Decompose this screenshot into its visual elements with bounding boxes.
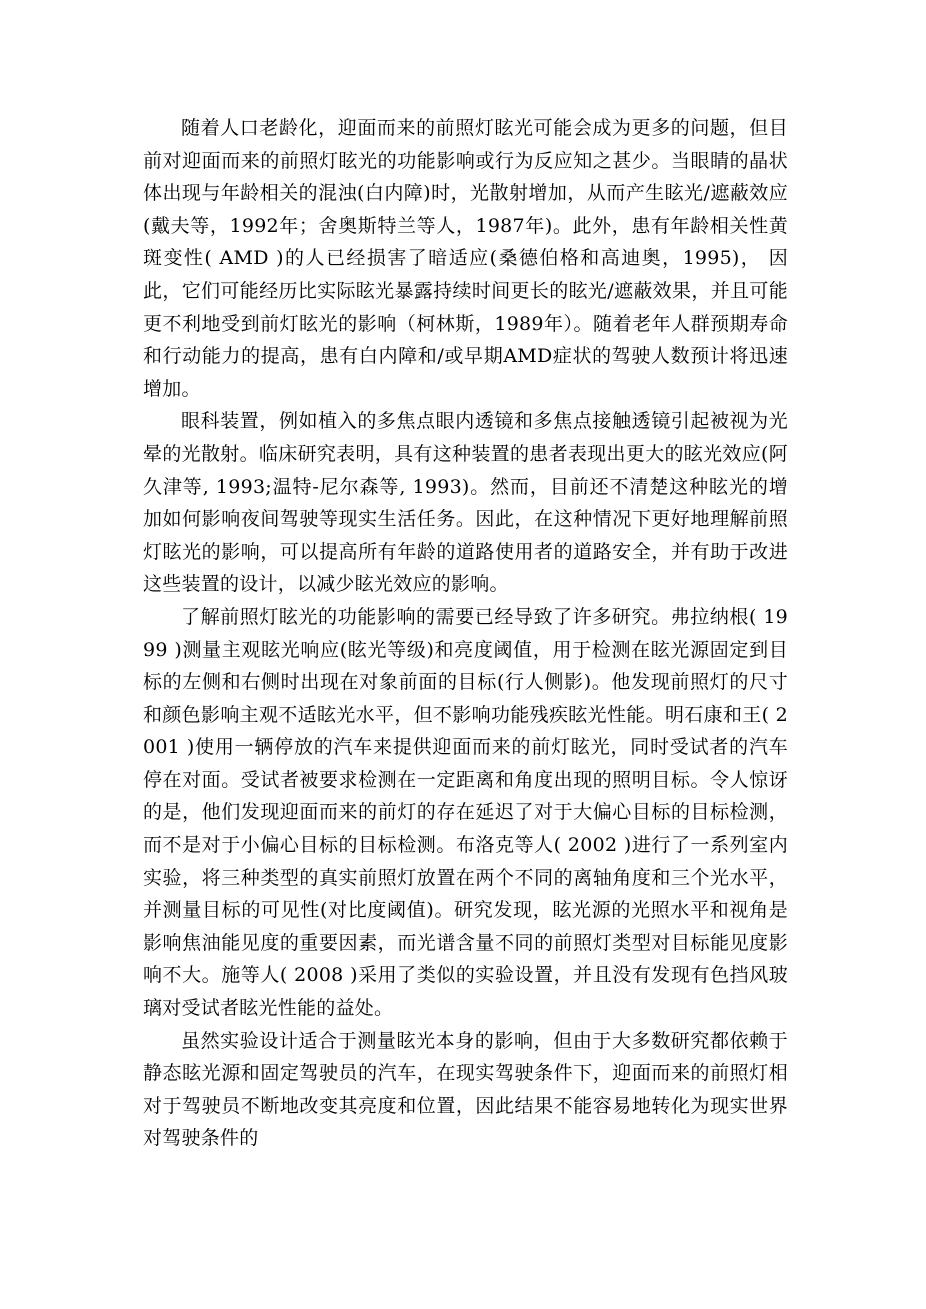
document-page (143, 112, 788, 1155)
paragraph-aging-glare: 随着人口老龄化，迎面而来的前照灯眩光可能会成为更多的问题，但目前对迎面而来的前照灯眩光的功能影响或行为反应知之甚少。当眼睛的晶状体出现与年龄相关的混浊(白内障)时，光散射增加，从而产生眩光/遮蔽效应(戴夫等，1992年；舍奥斯特兰等人，1987年)。此外，患有年龄相关性黄斑变性( AMD )的人已经损害了暗适应(桑德伯格和高迪奥，1995)， 因此，它们可能经历比实际眩光暴露持续时间更长的眩光/遮蔽效果，并且可能更不利地受到前灯眩光的影响（柯林斯，1989年）。随着老年人群预期寿命和行动能力的提高，患有白内障和/或早期AMD症状的驾驶人数预计将迅速增加。 (143, 117, 788, 400)
paragraph-prior-studies: 了解前照灯眩光的功能影响的需要已经导致了许多研究。弗拉纳根( 1999 )测量主观眩光响应(眩光等级)和亮度阈值，用于检测在眩光源固定到目标的左侧和右侧时出现在对象前面的目标(行人侧影)。他发现前照灯的尺寸和颜色影响主观不适眩光水平，但不影响功能残疾眩光性能。明石康和王( 2001 )使用一辆停放的汽车来提供迎面而来的前灯眩光，同时受试者的汽车停在对面。受试者被要求检测在一定距离和角度出现的照明目标。令人惊讶的是，他们发现迎面而来的前灯的存在延迟了对于大偏心目标的目标检测，而不是对于小偏心目标的目标检测。布洛克等人( 2002 )进行了一系列室内实验，将三种类型的真实前照灯放置在两个不同的离轴角度和三个光水平，并测量目标的可见性(对比度阈值)。研究发现，眩光源的光照水平和视角是影响焦油能见度的重要因素，而光谱含量不同的前照灯类型对目标能见度影响不大。施等人( 2008 )采用了类似的实验设置，并且没有发现有色挡风玻璃对受试者眩光性能的益处。 (143, 605, 788, 1020)
paragraph-experimental-limits: 虽然实验设计适合于测量眩光本身的影响，但由于大多数研究都依赖于静态眩光源和固定驾驶员的汽车，在现实驾驶条件下，迎面而来的前照灯相对于驾驶员不断地改变其亮度和位置，因此结果不能容易地转化为现实世界对驾驶条件的 (143, 1029, 788, 1150)
paragraph-ophthalmic-devices: 眼科装置，例如植入的多焦点眼内透镜和多焦点接触透镜引起被视为光晕的光散射。临床研究表明，具有这种装置的患者表现出更大的眩光效应(阿久津等, 1993;温特-尼尔森等, 1993)。然而，目前还不清楚这种眩光的增加如何影响夜间驾驶等现实生活任务。因此，在这种情况下更好地理解前照灯眩光的影响，可以提高所有年龄的道路使用者的道路安全，并有助于改进这些装置的设计，以减少眩光效应的影响。 (143, 410, 788, 596)
